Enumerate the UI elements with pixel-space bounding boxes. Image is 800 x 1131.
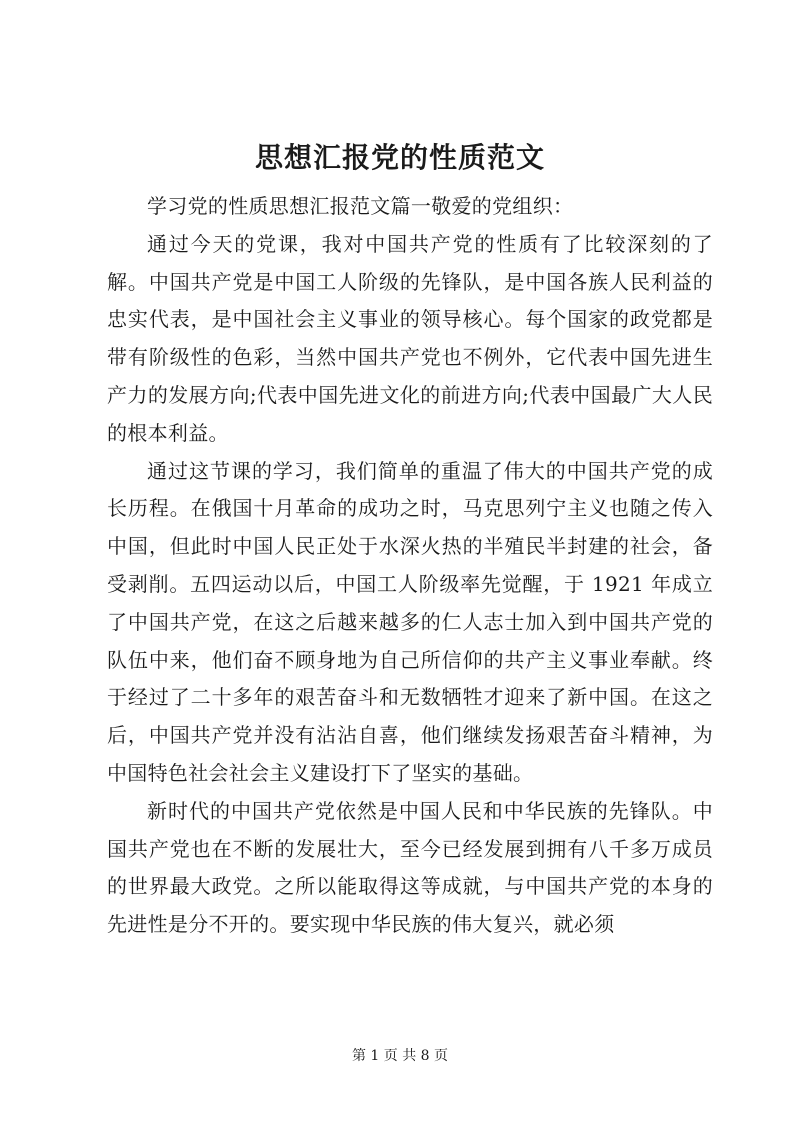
paragraph-3: 新时代的中国共产党依然是中国人民和中华民族的先锋队。中国共产党也在不断的发展壮大，至今已经发展到拥有八千多万成员的世界最大政党。之所以能取得这等成就，与中国共产党的本身的先进性是分不开的。要实现中华民族的伟大复兴，就必须 bbox=[107, 798, 713, 937]
document-title: 思想汇报党的性质范文 bbox=[254, 141, 545, 174]
paragraph-salutation: 学习党的性质思想汇报范文篇一敬爱的党组织： bbox=[147, 194, 574, 218]
paragraph-2: 通过这节课的学习，我们简单的重温了伟大的中国共产党的成长历程。在俄国十月革命的成功之时，马克思列宁主义也随之传入中国，但此时中国人民正处于水深火热的半殖民半封建的社会，备受剥削。五四运动以后，中国工人阶级率先觉醒，于 1921 年成立了中国共产党，在这之后越来越多的仁人志士加入到中国共产党的队伍中来，他们奋不顾身地为自己所信仰的共产主义事业奉献。终于经过了二十多年的艰苦奋斗和无数牺牲才迎来了新中国。在这之后，中国共产党并没有沾沾自喜，他们继续发扬艰苦奋斗精神，为中国特色社会社会主义建设打下了坚实的基础。 bbox=[107, 458, 713, 785]
paragraph-1: 通过今天的党课，我对中国共产党的性质有了比较深刻的了解。中国共产党是中国工人阶级的先锋队，是中国各族人民利益的忠实代表，是中国社会主义事业的领导核心。每个国家的政党都是带有阶级性的色彩，当然中国共产党也不例外，它代表中国先进生产力的发展方向;代表中国先进文化的前进方向;代表中国最广大人民的根本利益。 bbox=[107, 231, 713, 445]
page-number-footer: 第 1 页 共 8 页 bbox=[351, 1048, 449, 1064]
document-body bbox=[107, 188, 713, 944]
